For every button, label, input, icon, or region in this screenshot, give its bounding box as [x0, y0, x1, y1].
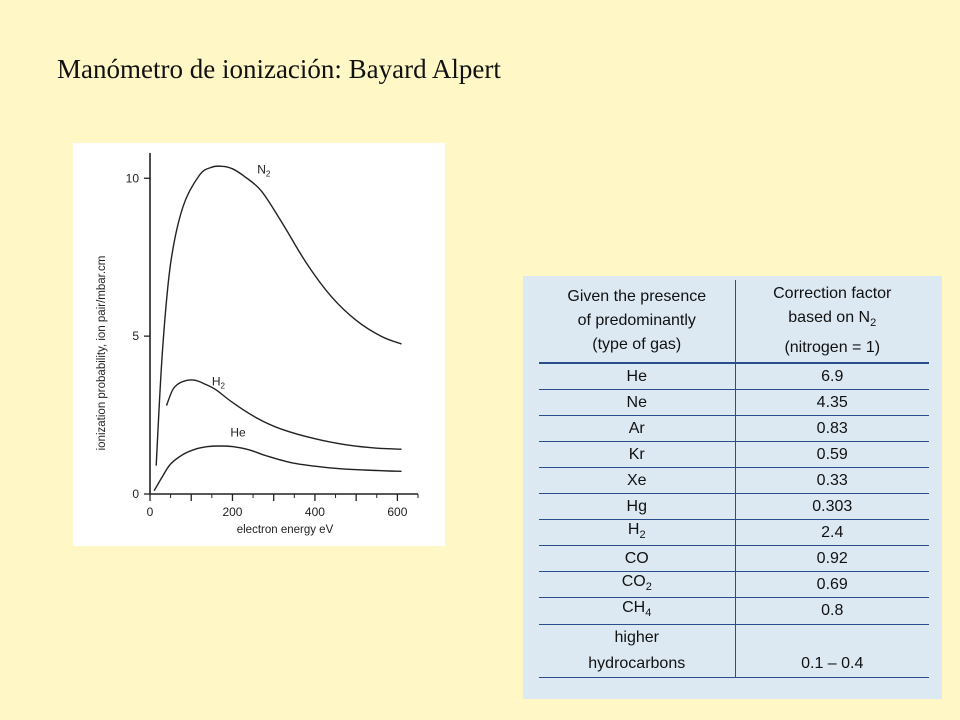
- table-row: [539, 624, 929, 677]
- x-tick-label: 400: [304, 505, 325, 519]
- y-tick-label: 0: [132, 487, 139, 501]
- factor-cell: 0.59: [735, 442, 929, 468]
- gas-subscript: 4: [645, 607, 652, 620]
- gas-name: H: [627, 521, 640, 538]
- header-gas: [539, 280, 735, 363]
- gas-cell: [539, 390, 735, 416]
- gas-cell: [539, 624, 735, 677]
- gas-name: CO: [621, 573, 646, 591]
- x-tick-label: 200: [222, 505, 243, 519]
- y-tick-label: 5: [132, 329, 139, 344]
- correction-factor-table: [539, 280, 929, 678]
- gas-subscript: 2: [639, 529, 646, 542]
- header-factor: [735, 280, 929, 363]
- header-factor-line-1: Correction factor: [773, 285, 892, 303]
- gas-cell: [539, 598, 735, 624]
- series-line-n2: [156, 166, 401, 466]
- factor-cell: 0.8: [735, 598, 929, 624]
- series-label-h2: $H_2$: [211, 374, 225, 391]
- gas-name: Ar: [628, 419, 645, 437]
- series-lines: [154, 166, 401, 491]
- series-label-subscript: 2: [265, 169, 271, 179]
- ionization-chart: [73, 143, 445, 546]
- gas-subscript: 2: [645, 581, 652, 594]
- gas-name: Kr: [628, 445, 645, 463]
- correction-factor-panel: [523, 276, 942, 699]
- gas-cell: [539, 442, 735, 468]
- gas-name: Ne: [626, 393, 647, 411]
- factor-cell: 0.83: [735, 416, 929, 442]
- gas-name: He: [626, 367, 647, 385]
- chart-svg: [73, 143, 445, 546]
- table-row: [539, 546, 929, 572]
- table-row: [539, 416, 929, 442]
- factor-cell: 0.69: [735, 572, 929, 598]
- header-gas-line-1: Given the presence: [567, 288, 707, 305]
- gas-name: Hg: [626, 497, 647, 515]
- series-label-n2: $N_2$: [257, 162, 271, 179]
- gas-cell: [539, 416, 735, 442]
- factor-cell: 4.35: [735, 390, 929, 416]
- factor-cell: 2.4: [735, 520, 929, 546]
- factor-spacer: [736, 625, 930, 651]
- gas-cell: [539, 520, 735, 546]
- series-label-he: He: [230, 425, 246, 440]
- y-tick-label: 10: [125, 171, 139, 186]
- gas-name: CH: [622, 599, 646, 617]
- series-line-he: [154, 446, 401, 491]
- x-tick-label: 600: [387, 505, 408, 519]
- gas-cell: [539, 363, 735, 390]
- header-factor-line-2-text: based on N: [788, 309, 871, 327]
- table-row: [539, 363, 929, 390]
- factor-cell: 0.303: [735, 494, 929, 520]
- gas-name: Xe: [626, 471, 647, 489]
- factor-cell: 0.92: [735, 546, 929, 572]
- y-axis-label: ionization probability, ion pair/mbar.cm: [96, 255, 108, 451]
- table-row: [539, 390, 929, 416]
- table-row: [539, 494, 929, 520]
- gas-cell: [539, 572, 735, 598]
- table-row: [539, 468, 929, 494]
- header-factor-subscript: 2: [870, 317, 877, 330]
- header-factor-line-2: [736, 306, 930, 335]
- factor-cell: 6.9: [735, 363, 929, 390]
- series-line-h2: [167, 380, 402, 449]
- x-tick-label: 0: [146, 505, 154, 519]
- header-gas-line-3: (type of gas): [592, 336, 682, 353]
- factor-cell: [735, 624, 929, 677]
- table-row: [539, 520, 929, 546]
- header-factor-line-3: (nitrogen = 1): [784, 338, 881, 356]
- gas-cell: [539, 546, 735, 572]
- page-title: Manómetro de ionización: Bayard Alpert: [57, 54, 501, 84]
- table-row: [539, 572, 929, 598]
- series-labels: [212, 162, 271, 439]
- gas-name: CO: [624, 549, 649, 567]
- gas-cell: [539, 468, 735, 494]
- series-label-subscript: 2: [220, 381, 225, 391]
- table-row: [539, 598, 929, 624]
- table-header-row: [539, 280, 929, 363]
- gas-name-line: higher: [614, 628, 659, 646]
- gas-cell: [539, 494, 735, 520]
- gas-name-line: hydrocarbons: [588, 654, 686, 672]
- factor-value: 0.1 – 0.4: [801, 654, 864, 672]
- header-gas-line-2: of predominantly: [577, 312, 696, 329]
- x-axis-label: electron energy eV: [236, 524, 334, 536]
- factor-cell: 0.33: [735, 468, 929, 494]
- table-row: [539, 442, 929, 468]
